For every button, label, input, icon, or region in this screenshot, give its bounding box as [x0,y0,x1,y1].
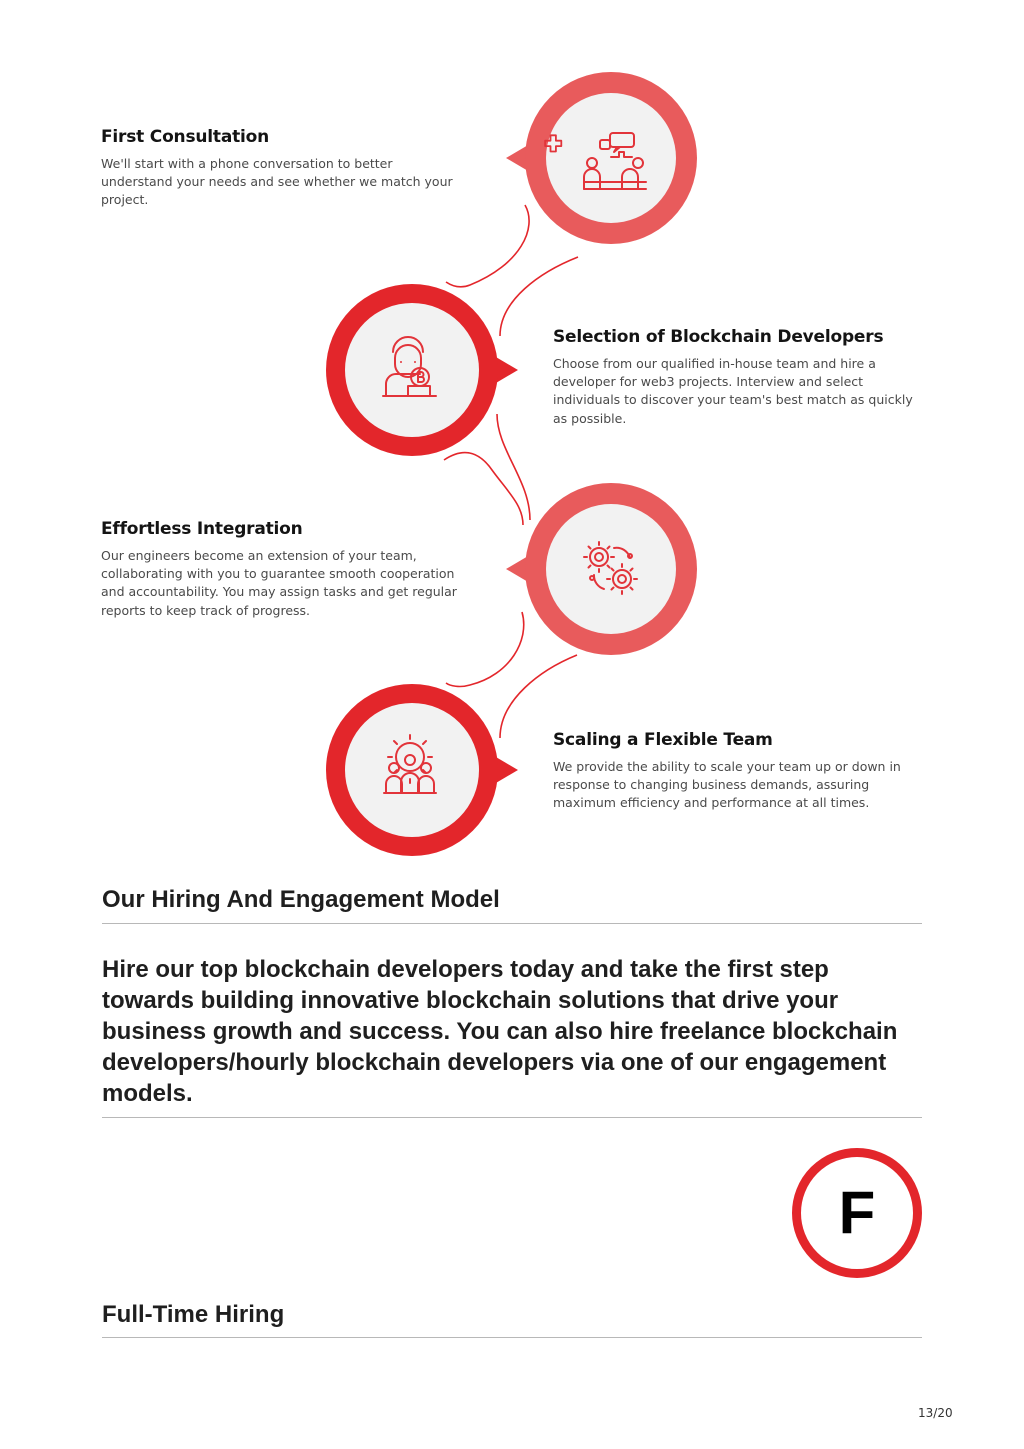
step-3-title: Effortless Integration [101,519,303,539]
step-2-circle [326,284,518,456]
step-4-title: Scaling a Flexible Team [553,730,773,750]
fulltime-heading: Full-Time Hiring [102,1301,285,1328]
divider-3 [102,1337,922,1338]
step-4-circle [326,684,518,856]
divider-2 [102,1117,922,1118]
intro-paragraph: Hire our top blockchain developers today and take the first step towards building innovative blockchain solutions that drive your business growth and success. You can also hire freelance blockchain developers/hourly blockchain developers via one of our engagement models. [102,956,898,1107]
step-2-text [553,327,925,428]
step-3-description: Our engineers become an extension of your team, collaborating with you to guarantee smooth cooperation and accountability. You may assign tasks and get regular reports to keep track of progress. [101,548,457,618]
step-2-title: Selection of Blockchain Developers [553,327,884,347]
step-2-description: Choose from our qualified in-house team and hire a developer for web3 projects. Interview and select individuals to discover your team's best match as quickly as possible. [553,356,913,426]
step-4-text [553,730,923,813]
connector-lines [444,205,578,738]
step-1-title: First Consultation [101,127,270,147]
step-1-text [101,127,461,210]
full-time-badge [792,1148,922,1278]
divider-1 [102,923,922,924]
step-1-description: We'll start with a phone conversation to better understand your needs and see whether we match your project. [101,156,453,208]
engagement-heading: Our Hiring And Engagement Model [102,886,500,913]
step-1-circle [506,72,697,244]
step-4-description: We provide the ability to scale your team up or down in response to changing business demands, assuring maximum efficiency and performance at all times. [553,759,901,811]
page-number: 13/20 [918,1406,953,1420]
badge-letter: F [838,1179,876,1246]
step-3-text [101,519,469,620]
step-3-circle [506,483,697,655]
